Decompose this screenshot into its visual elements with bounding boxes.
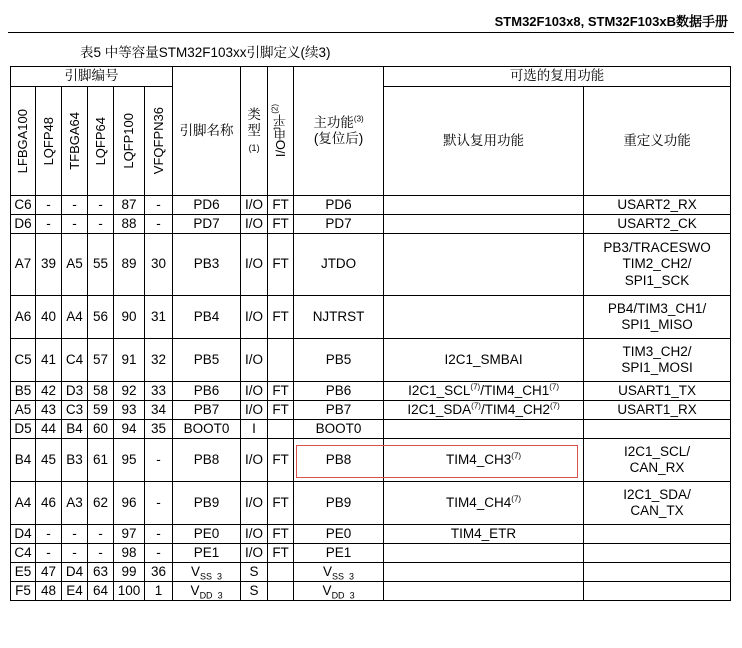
pin-rows	[11, 196, 731, 601]
cell-remap: USART1_TX	[584, 382, 731, 401]
cell-def: I2C1_SMBAI	[384, 339, 584, 382]
cell-remap	[584, 544, 731, 563]
cell-io	[268, 563, 294, 582]
cell-lqfp100: 93	[114, 401, 145, 420]
cell-lqfp100: 97	[114, 525, 145, 544]
cell-main: NJTRST	[294, 296, 384, 339]
cell-remap: PB3/TRACESWO TIM2_CH2/ SPI1_SCK	[584, 234, 731, 296]
cell-lqfp64: 57	[88, 339, 114, 382]
cell-lqfp48: 42	[36, 382, 62, 401]
cell-lqfp64: 59	[88, 401, 114, 420]
cell-type: I/O	[241, 296, 268, 339]
cell-lfbga: C4	[11, 544, 36, 563]
cell-io: FT	[268, 234, 294, 296]
cell-main: PB8	[294, 439, 384, 482]
cell-type: I/O	[241, 234, 268, 296]
col-lfbga100: LFBGA100	[11, 87, 36, 196]
cell-lqfp64: 64	[88, 582, 114, 601]
cell-vfqfpn: 35	[145, 420, 173, 439]
table-row	[11, 215, 731, 234]
cell-vfqfpn: 33	[145, 382, 173, 401]
col-type: 类型 (1)	[241, 67, 268, 196]
cell-lqfp48: 44	[36, 420, 62, 439]
cell-lqfp48: 43	[36, 401, 62, 420]
cell-io: FT	[268, 215, 294, 234]
cell-main: $V_{SS\_3}$	[294, 563, 384, 582]
cell-name: PD6	[173, 196, 241, 215]
col-default-alt: 默认复用功能	[384, 87, 584, 196]
cell-def	[384, 234, 584, 296]
cell-io: FT	[268, 296, 294, 339]
cell-remap: USART1_RX	[584, 401, 731, 420]
cell-remap: I2C1_SDA/ CAN_TX	[584, 482, 731, 525]
cell-lqfp100: 100	[114, 582, 145, 601]
col-pin-name: 引脚名称	[173, 67, 241, 196]
cell-lqfp64: 58	[88, 382, 114, 401]
cell-lqfp100: 96	[114, 482, 145, 525]
cell-main: PB5	[294, 339, 384, 382]
cell-lfbga: B4	[11, 439, 36, 482]
cell-remap: USART2_CK	[584, 215, 731, 234]
cell-lqfp100: 92	[114, 382, 145, 401]
cell-lqfp64: 60	[88, 420, 114, 439]
cell-lqfp100: 89	[114, 234, 145, 296]
cell-name: PB7	[173, 401, 241, 420]
table-row	[11, 401, 731, 420]
cell-main: $V_{DD\_3}$	[294, 582, 384, 601]
header-rule	[8, 32, 734, 33]
cell-tfbga: A3	[62, 482, 88, 525]
cell-lqfp100: 91	[114, 339, 145, 382]
cell-main: BOOT0	[294, 420, 384, 439]
cell-name: PE0	[173, 525, 241, 544]
cell-io: FT	[268, 439, 294, 482]
cell-io: FT	[268, 482, 294, 525]
col-lqfp64: LQFP64	[88, 87, 114, 196]
table-row	[11, 482, 731, 525]
cell-io	[268, 420, 294, 439]
table-row	[11, 339, 731, 382]
cell-lqfp48: 48	[36, 582, 62, 601]
cell-lfbga: D6	[11, 215, 36, 234]
cell-lfbga: D5	[11, 420, 36, 439]
cell-tfbga: B4	[62, 420, 88, 439]
cell-lqfp64: 63	[88, 563, 114, 582]
cell-remap: I2C1_SCL/ CAN_RX	[584, 439, 731, 482]
cell-vfqfpn: 34	[145, 401, 173, 420]
cell-tfbga: C4	[62, 339, 88, 382]
cell-io: FT	[268, 401, 294, 420]
cell-name: PB5	[173, 339, 241, 382]
cell-def: TIM4_CH3$^{(7)}$	[384, 439, 584, 482]
table-row	[11, 582, 731, 601]
cell-lqfp64: 62	[88, 482, 114, 525]
cell-lqfp48: 45	[36, 439, 62, 482]
cell-tfbga: -	[62, 215, 88, 234]
cell-name: PD7	[173, 215, 241, 234]
col-tfbga64: TFBGA64	[62, 87, 88, 196]
cell-lqfp48: -	[36, 544, 62, 563]
col-main-function: 主功能$^{(3)}$ (复位后)	[294, 67, 384, 196]
cell-vfqfpn: 36	[145, 563, 173, 582]
cell-remap: PB4/TIM3_CH1/ SPI1_MISO	[584, 296, 731, 339]
cell-lqfp48: -	[36, 215, 62, 234]
table-row	[11, 296, 731, 339]
cell-def: TIM4_CH4$^{(7)}$	[384, 482, 584, 525]
cell-lqfp64: 55	[88, 234, 114, 296]
cell-type: I/O	[241, 439, 268, 482]
cell-lqfp64: 61	[88, 439, 114, 482]
cell-main: PE1	[294, 544, 384, 563]
document-title: STM32F103x8, STM32F103xB数据手册	[494, 14, 728, 29]
cell-tfbga: B3	[62, 439, 88, 482]
cell-vfqfpn: -	[145, 215, 173, 234]
cell-type: I/O	[241, 401, 268, 420]
cell-lfbga: C6	[11, 196, 36, 215]
cell-type: S	[241, 563, 268, 582]
cell-lfbga: E5	[11, 563, 36, 582]
table-row	[11, 420, 731, 439]
cell-vfqfpn: -	[145, 482, 173, 525]
cell-tfbga: C3	[62, 401, 88, 420]
cell-type: I/O	[241, 482, 268, 525]
cell-remap	[584, 563, 731, 582]
cell-type: I	[241, 420, 268, 439]
cell-remap	[584, 420, 731, 439]
cell-vfqfpn: 30	[145, 234, 173, 296]
cell-lqfp48: 41	[36, 339, 62, 382]
cell-lqfp64: 56	[88, 296, 114, 339]
cell-name: $V_{SS\_3}$	[173, 563, 241, 582]
cell-tfbga: -	[62, 525, 88, 544]
cell-io: FT	[268, 525, 294, 544]
cell-lfbga: F5	[11, 582, 36, 601]
cell-vfqfpn: 32	[145, 339, 173, 382]
cell-lqfp100: 95	[114, 439, 145, 482]
cell-name: PB8	[173, 439, 241, 482]
cell-lqfp48: -	[36, 196, 62, 215]
cell-main: PB7	[294, 401, 384, 420]
table-row	[11, 544, 731, 563]
cell-lqfp100: 88	[114, 215, 145, 234]
cell-def: I2C1_SDA$^{(7)}$/TIM4_CH2$^{(7)}$	[384, 401, 584, 420]
cell-lqfp64: -	[88, 215, 114, 234]
cell-def	[384, 296, 584, 339]
highlight-box	[296, 445, 578, 478]
cell-io: FT	[268, 196, 294, 215]
cell-lqfp100: 94	[114, 420, 145, 439]
cell-lqfp100: 87	[114, 196, 145, 215]
cell-vfqfpn: -	[145, 525, 173, 544]
cell-remap: USART2_RX	[584, 196, 731, 215]
cell-lqfp48: 40	[36, 296, 62, 339]
cell-remap	[584, 525, 731, 544]
pin-definition-table	[10, 66, 731, 601]
cell-tfbga: D3	[62, 382, 88, 401]
cell-type: I/O	[241, 215, 268, 234]
cell-main: PE0	[294, 525, 384, 544]
cell-tfbga: -	[62, 196, 88, 215]
col-remap: 重定义功能	[584, 87, 731, 196]
cell-remap	[584, 582, 731, 601]
alt-function-group-header: 可选的复用功能	[384, 67, 731, 87]
cell-name: PB9	[173, 482, 241, 525]
cell-vfqfpn: 31	[145, 296, 173, 339]
cell-vfqfpn: -	[145, 544, 173, 563]
cell-tfbga: D4	[62, 563, 88, 582]
cell-lqfp64: -	[88, 525, 114, 544]
cell-vfqfpn: 1	[145, 582, 173, 601]
table-row	[11, 382, 731, 401]
cell-type: I/O	[241, 382, 268, 401]
cell-tfbga: A5	[62, 234, 88, 296]
cell-type: I/O	[241, 525, 268, 544]
cell-lqfp48: 46	[36, 482, 62, 525]
cell-main: PB9	[294, 482, 384, 525]
cell-lqfp48: -	[36, 525, 62, 544]
cell-tfbga: -	[62, 544, 88, 563]
table-row	[11, 234, 731, 296]
cell-lqfp100: 98	[114, 544, 145, 563]
cell-def	[384, 563, 584, 582]
cell-lqfp100: 99	[114, 563, 145, 582]
cell-lqfp64: -	[88, 544, 114, 563]
cell-type: I/O	[241, 196, 268, 215]
cell-type: I/O	[241, 544, 268, 563]
cell-io: FT	[268, 382, 294, 401]
cell-tfbga: E4	[62, 582, 88, 601]
cell-def	[384, 544, 584, 563]
col-lqfp100: LQFP100	[114, 87, 145, 196]
col-io-level: I/O电平$^{(2)}$	[268, 67, 294, 196]
cell-def	[384, 420, 584, 439]
table-caption: 表5 中等容量STM32F103xx引脚定义(续3)	[80, 45, 331, 60]
cell-name: BOOT0	[173, 420, 241, 439]
cell-name: PE1	[173, 544, 241, 563]
cell-vfqfpn: -	[145, 196, 173, 215]
cell-name: PB4	[173, 296, 241, 339]
cell-type: S	[241, 582, 268, 601]
table-row	[11, 196, 731, 215]
cell-lqfp100: 90	[114, 296, 145, 339]
cell-name: PB3	[173, 234, 241, 296]
cell-type: I/O	[241, 339, 268, 382]
cell-main: PD6	[294, 196, 384, 215]
cell-io	[268, 582, 294, 601]
cell-main: JTDO	[294, 234, 384, 296]
cell-lfbga: A7	[11, 234, 36, 296]
col-vfqfpn36: VFQFPN36	[145, 87, 173, 196]
cell-def	[384, 582, 584, 601]
cell-remap: TIM3_CH2/ SPI1_MOSI	[584, 339, 731, 382]
cell-io	[268, 339, 294, 382]
cell-lfbga: A5	[11, 401, 36, 420]
cell-lfbga: A4	[11, 482, 36, 525]
cell-lqfp48: 39	[36, 234, 62, 296]
cell-io: FT	[268, 544, 294, 563]
cell-def	[384, 215, 584, 234]
cell-lqfp48: 47	[36, 563, 62, 582]
pin-number-group-header: 引脚编号	[11, 67, 173, 87]
cell-lqfp64: -	[88, 196, 114, 215]
cell-def: TIM4_ETR	[384, 525, 584, 544]
col-lqfp48: LQFP48	[36, 87, 62, 196]
cell-def: I2C1_SCL$^{(7)}$/TIM4_CH1$^{(7)}$	[384, 382, 584, 401]
cell-lfbga: A6	[11, 296, 36, 339]
cell-main: PB6	[294, 382, 384, 401]
table-row	[11, 563, 731, 582]
cell-vfqfpn: -	[145, 439, 173, 482]
cell-tfbga: A4	[62, 296, 88, 339]
cell-lfbga: C5	[11, 339, 36, 382]
cell-lfbga: D4	[11, 525, 36, 544]
cell-lfbga: B5	[11, 382, 36, 401]
table-row	[11, 525, 731, 544]
cell-name: $V_{DD\_3}$	[173, 582, 241, 601]
cell-def	[384, 196, 584, 215]
cell-main: PD7	[294, 215, 384, 234]
cell-name: PB6	[173, 382, 241, 401]
